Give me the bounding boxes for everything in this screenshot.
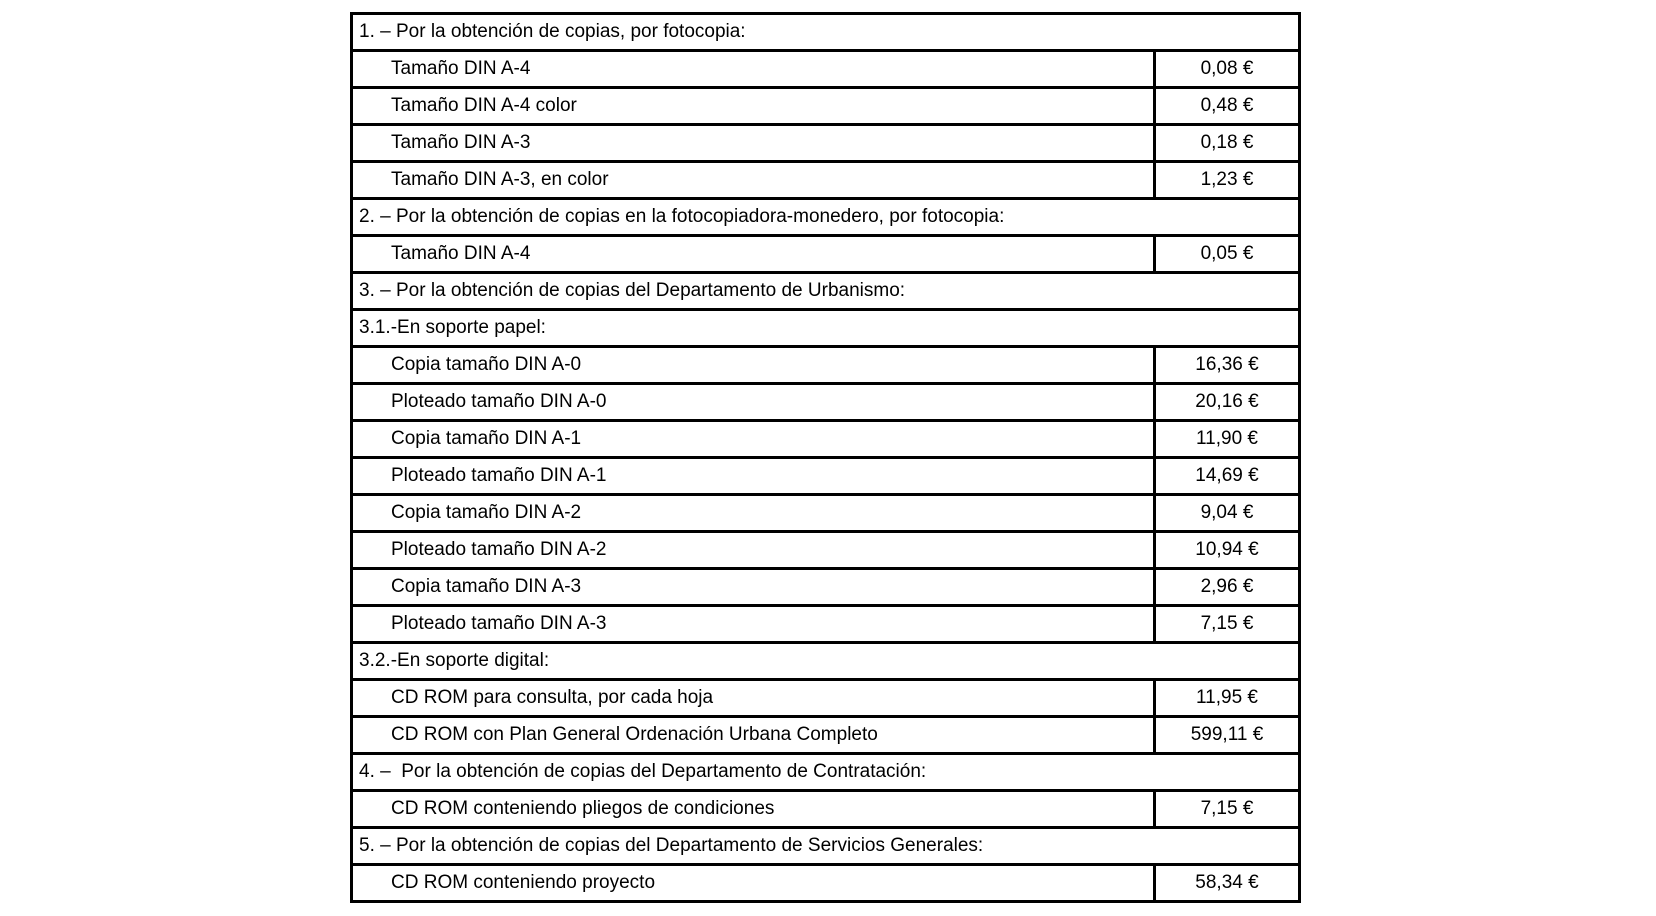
section-row [352,14,1300,51]
item-row [352,162,1300,199]
item-label: CD ROM con Plan General Ordenación Urbana Completo [352,717,1155,754]
section-row [352,310,1300,347]
item-row [352,569,1300,606]
item-row [352,495,1300,532]
item-label: Ploteado tamaño DIN A-0 [352,384,1155,421]
item-label: Copia tamaño DIN A-3 [352,569,1155,606]
item-row [352,347,1300,384]
item-price: 10,94 € [1155,532,1300,569]
item-price: 7,15 € [1155,606,1300,643]
item-row [352,532,1300,569]
item-price: 11,90 € [1155,421,1300,458]
item-row [352,717,1300,754]
item-price: 16,36 € [1155,347,1300,384]
fees-table-container [350,12,1301,903]
item-row [352,791,1300,828]
item-row [352,88,1300,125]
section-row [352,643,1300,680]
item-label: Tamaño DIN A-4 [352,51,1155,88]
item-row [352,458,1300,495]
item-label: Ploteado tamaño DIN A-3 [352,606,1155,643]
item-row [352,384,1300,421]
item-price: 58,34 € [1155,865,1300,902]
item-row [352,421,1300,458]
item-price: 14,69 € [1155,458,1300,495]
item-label: Tamaño DIN A-3 [352,125,1155,162]
section-row [352,754,1300,791]
item-price: 0,05 € [1155,236,1300,273]
item-row [352,680,1300,717]
item-row [352,125,1300,162]
item-label: Ploteado tamaño DIN A-1 [352,458,1155,495]
item-row [352,51,1300,88]
item-price: 0,18 € [1155,125,1300,162]
item-label: Tamaño DIN A-4 color [352,88,1155,125]
item-price: 2,96 € [1155,569,1300,606]
item-label: Copia tamaño DIN A-2 [352,495,1155,532]
item-price: 0,48 € [1155,88,1300,125]
item-price: 9,04 € [1155,495,1300,532]
section-label: 2. – Por la obtención de copias en la fotocopiadora-monedero, por fotocopia: [352,199,1300,236]
item-row [352,606,1300,643]
item-label: CD ROM conteniendo proyecto [352,865,1155,902]
section-label: 3.2.-En soporte digital: [352,643,1300,680]
item-row [352,236,1300,273]
item-price: 0,08 € [1155,51,1300,88]
item-label: CD ROM conteniendo pliegos de condiciones [352,791,1155,828]
item-label: Tamaño DIN A-4 [352,236,1155,273]
item-price: 1,23 € [1155,162,1300,199]
section-label: 1. – Por la obtención de copias, por fotocopia: [352,14,1300,51]
item-label: Ploteado tamaño DIN A-2 [352,532,1155,569]
item-label: CD ROM para consulta, por cada hoja [352,680,1155,717]
section-label: 4. – Por la obtención de copias del Departamento de Contratación: [352,754,1300,791]
fees-table [350,12,1301,903]
item-price: 20,16 € [1155,384,1300,421]
item-price: 599,11 € [1155,717,1300,754]
item-label: Tamaño DIN A-3, en color [352,162,1155,199]
section-row [352,828,1300,865]
section-row [352,199,1300,236]
item-price: 11,95 € [1155,680,1300,717]
section-row [352,273,1300,310]
item-row [352,865,1300,902]
section-label: 5. – Por la obtención de copias del Departamento de Servicios Generales: [352,828,1300,865]
fees-table-body [352,14,1300,902]
item-price: 7,15 € [1155,791,1300,828]
section-label: 3.1.-En soporte papel: [352,310,1300,347]
item-label: Copia tamaño DIN A-1 [352,421,1155,458]
item-label: Copia tamaño DIN A-0 [352,347,1155,384]
section-label: 3. – Por la obtención de copias del Departamento de Urbanismo: [352,273,1300,310]
